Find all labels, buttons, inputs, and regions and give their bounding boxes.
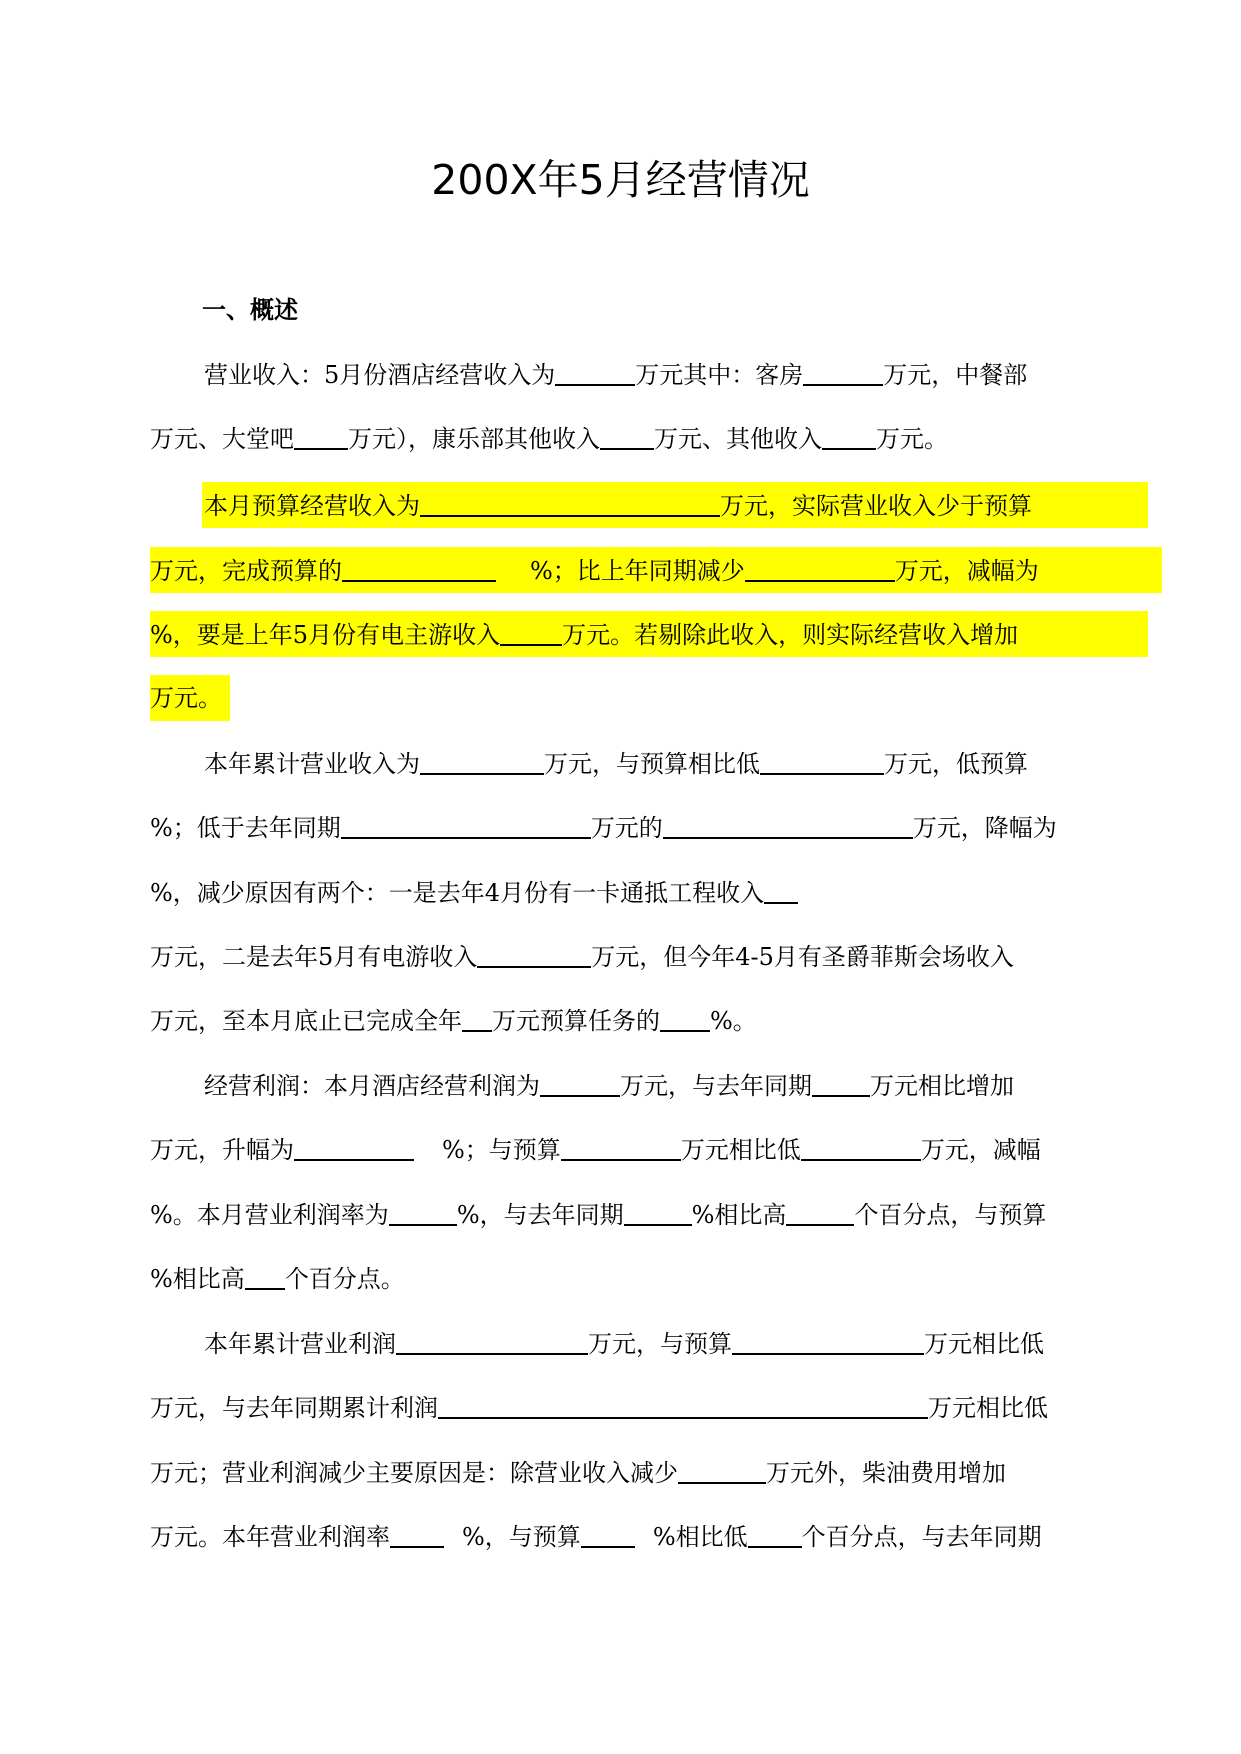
paragraph-line: 本月预算经营收入为 万元，实际营业收入少于预算 — [204, 487, 1032, 523]
paragraph-line: %。本月营业利润率为 %，与去年同期 %相比高 个百分点，与预算 — [150, 1196, 1046, 1232]
fill-blank — [477, 938, 591, 968]
fill-blank — [389, 1196, 457, 1226]
fill-blank — [748, 1518, 802, 1548]
fill-blank — [732, 1325, 924, 1355]
paragraph-line: %；低于去年同期 万元的 万元，降幅为 — [150, 809, 1057, 845]
paragraph-line: 万元。本年营业利润率 %，与预算 %相比低 个百分点，与去年同期 — [150, 1518, 1042, 1554]
paragraph-line: %，要是上年5月份有电主游收入 万元。若剔除此收入，则实际经营收入增加 — [150, 616, 1018, 652]
paragraph-line: 万元、大堂吧 万元），康乐部其他收入 万元、其他收入 万元。 — [150, 420, 948, 456]
fill-blank — [294, 420, 348, 450]
paragraph-line: 万元，升幅为 %；与预算 万元相比低 万元，减幅 — [150, 1131, 1041, 1167]
paragraph-line: 本年累计营业收入为 万元，与预算相比低 万元，低预算 — [204, 745, 1028, 781]
fill-blank — [341, 809, 591, 839]
fill-blank — [420, 745, 544, 775]
page-title: 200X年5月经营情况 — [431, 156, 810, 204]
fill-blank — [803, 356, 883, 386]
fill-blank — [555, 356, 635, 386]
fill-blank — [581, 1518, 635, 1548]
fill-blank — [624, 1196, 692, 1226]
paragraph-line: 本年累计营业利润 万元，与预算 万元相比低 — [204, 1325, 1044, 1361]
fill-blank — [462, 1002, 492, 1032]
fill-blank — [600, 420, 654, 450]
fill-blank — [438, 1389, 928, 1419]
fill-blank — [500, 616, 562, 646]
fill-blank — [786, 1196, 854, 1226]
fill-blank — [396, 1325, 588, 1355]
fill-blank — [801, 1131, 921, 1161]
paragraph-line: 万元，二是去年5月有电游收入 万元，但今年4-5月有圣爵菲斯会场收入 — [150, 938, 1014, 974]
fill-blank — [812, 1067, 870, 1097]
fill-blank — [420, 487, 720, 517]
fill-blank — [294, 1131, 414, 1161]
paragraph-line: 万元，至本月底止已完成全年 万元预算任务的 %。 — [150, 1002, 757, 1038]
fill-blank — [561, 1131, 681, 1161]
fill-blank — [822, 420, 876, 450]
paragraph-line: 万元，完成预算的 %；比上年同期减少 万元，减幅为 — [150, 552, 1039, 588]
section-heading: 一、概述 — [202, 296, 298, 324]
paragraph-line: 万元。 — [150, 684, 222, 712]
fill-blank — [745, 552, 895, 582]
fill-blank — [342, 552, 496, 582]
paragraph-line: 万元；营业利润减少主要原因是：除营业收入减少 万元外，柴油费用增加 — [150, 1454, 1006, 1490]
fill-blank — [660, 1002, 710, 1032]
fill-blank — [663, 809, 913, 839]
fill-blank — [540, 1067, 620, 1097]
fill-blank — [390, 1518, 444, 1548]
paragraph-line: 万元，与去年同期累计利润 万元相比低 — [150, 1389, 1048, 1425]
fill-blank — [678, 1454, 766, 1484]
paragraph-line: 营业收入：5月份酒店经营收入为 万元其中：客房 万元，中餐部 — [204, 356, 1027, 392]
fill-blank — [245, 1260, 285, 1290]
fill-blank — [760, 745, 884, 775]
paragraph-line: %，减少原因有两个：一是去年4月份有一卡通抵工程收入 — [150, 874, 798, 910]
paragraph-line: %相比高 个百分点。 — [150, 1260, 405, 1296]
fill-blank — [764, 874, 798, 904]
paragraph-line: 经营利润：本月酒店经营利润为 万元，与去年同期 万元相比增加 — [204, 1067, 1014, 1103]
